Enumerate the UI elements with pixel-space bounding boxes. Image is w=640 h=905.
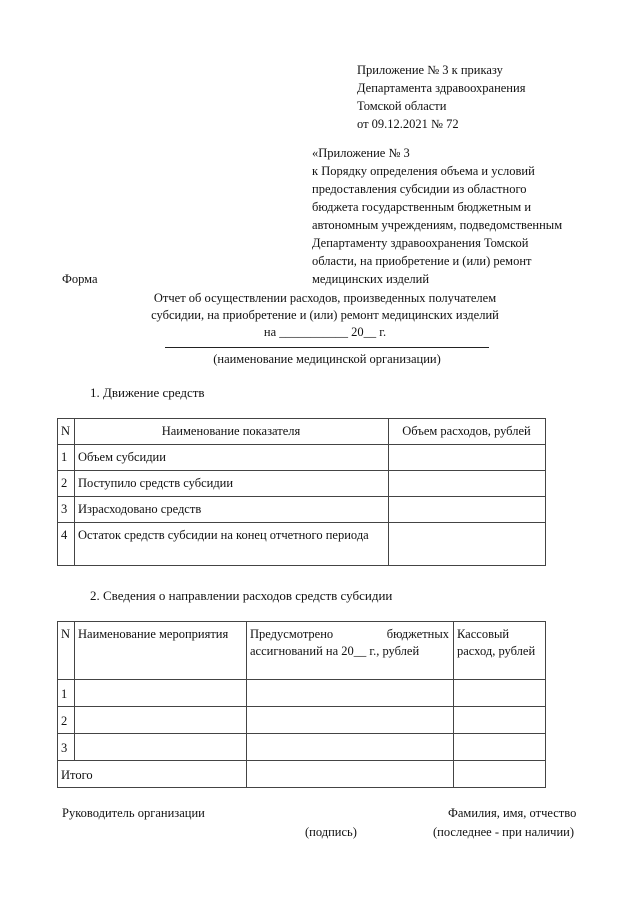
table-row	[58, 707, 546, 734]
report-title-line: на ___________ 20__ г.	[263, 325, 387, 339]
table-row	[58, 471, 546, 497]
table-header-row	[58, 622, 546, 680]
table-row	[58, 734, 546, 761]
appendix-line: Томской области	[357, 99, 447, 113]
row-name: Израсходовано средств	[75, 497, 389, 523]
procedure-appendix-header	[312, 144, 562, 288]
procedure-line: автономным учреждениям, подведомственным	[312, 218, 563, 232]
row-number: 3	[58, 734, 75, 761]
cash-expense-total-cell[interactable]	[454, 761, 546, 788]
table-row	[58, 680, 546, 707]
row-value-cell[interactable]	[389, 445, 546, 471]
budget-cell[interactable]	[247, 734, 454, 761]
appendix-header	[357, 61, 525, 133]
cash-expense-cell[interactable]	[454, 707, 546, 734]
signature-head-label: Руководитель организации	[62, 806, 205, 820]
signature-name-note: (последнее - при наличии)	[433, 825, 574, 839]
row-value-cell[interactable]	[389, 471, 546, 497]
table-row	[58, 445, 546, 471]
section1-title: 1. Движение средств	[90, 385, 205, 400]
signature-sign-caption: (подпись)	[305, 825, 357, 839]
row-number: 4	[58, 523, 75, 566]
budget-cell[interactable]	[247, 680, 454, 707]
report-title-line: Отчет об осуществлении расходов, произведенных получателем	[153, 291, 497, 305]
cash-expense-cell[interactable]	[454, 734, 546, 761]
expense-directions-table	[57, 621, 546, 788]
budget-cell[interactable]	[247, 707, 454, 734]
form-label: Форма	[62, 272, 98, 286]
procedure-line: бюджета государственным бюджетным и	[312, 200, 532, 214]
column-header: Объем расходов, рублей	[389, 419, 546, 445]
row-number: 1	[58, 680, 75, 707]
column-header: Предусмотрено бюджетных ассигнований на 20__ г., рублей	[247, 622, 454, 680]
procedure-line: «Приложение № 3	[312, 146, 410, 160]
appendix-line: Департамента здравоохранения	[357, 81, 526, 95]
row-name: Поступило средств субсидии	[75, 471, 389, 497]
activity-cell[interactable]	[75, 680, 247, 707]
organization-caption: (наименование медицинской организации)	[213, 352, 441, 366]
total-label: Итого	[58, 761, 247, 788]
column-header: Наименование показателя	[75, 419, 389, 445]
funds-movement-table	[57, 418, 546, 566]
column-header: N	[58, 622, 75, 680]
table-total-row	[58, 761, 546, 788]
activity-cell[interactable]	[75, 734, 247, 761]
row-value-cell[interactable]	[389, 523, 546, 566]
row-number: 3	[58, 497, 75, 523]
procedure-line: Департаменту здравоохранения Томской	[312, 236, 529, 250]
procedure-line: медицинских изделий	[312, 272, 430, 286]
signature-name-label: Фамилия, имя, отчество	[448, 806, 577, 820]
column-header: Наименование мероприятия	[75, 622, 247, 680]
report-title-line: субсидии, на приобретение и (или) ремонт медицинских изделий	[151, 308, 499, 322]
report-title	[0, 290, 640, 341]
row-number: 2	[58, 707, 75, 734]
table-header-row	[58, 419, 546, 445]
budget-total-cell[interactable]	[247, 761, 454, 788]
table-row	[58, 523, 546, 566]
column-header: Кассовый расход, рублей	[454, 622, 546, 680]
cash-expense-cell[interactable]	[454, 680, 546, 707]
table-row	[58, 497, 546, 523]
row-number: 2	[58, 471, 75, 497]
row-number: 1	[58, 445, 75, 471]
procedure-line: к Порядку определения объема и условий	[312, 164, 535, 178]
procedure-line: области, на приобретение и (или) ремонт	[312, 254, 532, 268]
procedure-line: предоставления субсидии из областного	[312, 182, 527, 196]
appendix-line: от 09.12.2021 № 72	[357, 117, 459, 131]
appendix-line: Приложение № 3 к приказу	[357, 63, 503, 77]
row-name: Объем субсидии	[75, 445, 389, 471]
column-header: N	[58, 419, 75, 445]
row-value-cell[interactable]	[389, 497, 546, 523]
organization-name-field[interactable]	[165, 347, 489, 348]
section2-title: 2. Сведения о направлении расходов средств субсидии	[90, 588, 393, 603]
activity-cell[interactable]	[75, 707, 247, 734]
row-name: Остаток средств субсидии на конец отчетного периода	[75, 523, 389, 566]
